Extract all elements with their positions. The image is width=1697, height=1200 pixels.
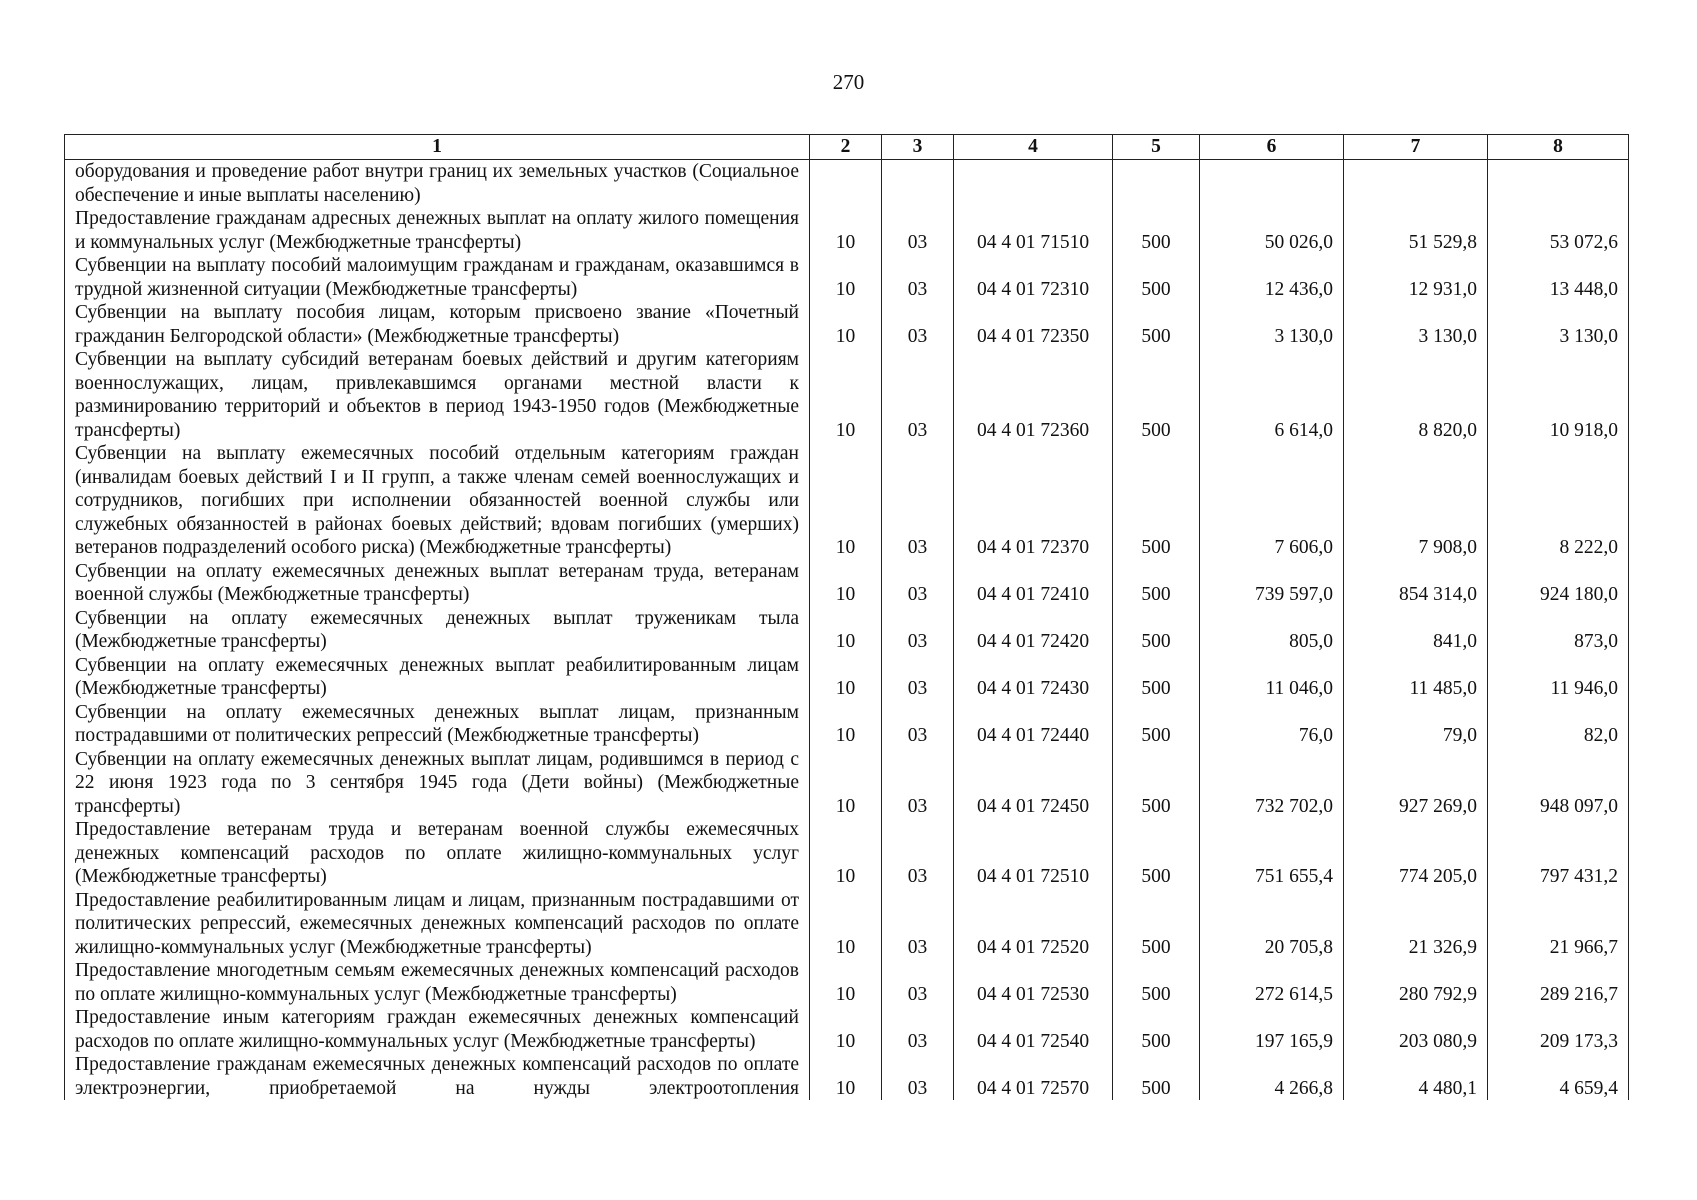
column-header: 5 (1113, 135, 1200, 160)
cell-target-code: 04 4 01 72370 (954, 442, 1113, 560)
table-row (65, 607, 1629, 654)
cell-amount-2: 280 792,9 (1344, 959, 1488, 1006)
cell-target-code: 04 4 01 72360 (954, 348, 1113, 442)
row-description: Предоставление иным категориям граждан ежемесячных денежных компенсаций расходов по оплате жилищно-коммунальных услуг (Межбюджетные трансферты) (65, 1006, 810, 1053)
budget-table (64, 134, 1629, 1100)
cell-expense-type: 500 (1113, 959, 1200, 1006)
cell-subsection: 03 (882, 560, 954, 607)
cell-section: 10 (810, 207, 882, 254)
row-description: Субвенции на оплату ежемесячных денежных выплат реабилитированным лицам (Межбюджетные трансферты) (65, 654, 810, 701)
cell-expense-type: 500 (1113, 818, 1200, 889)
cell-subsection: 03 (882, 818, 954, 889)
cell-amount-1: 732 702,0 (1200, 748, 1344, 819)
cell-subsection: 03 (882, 748, 954, 819)
column-header: 3 (882, 135, 954, 160)
cell-subsection: 03 (882, 348, 954, 442)
cell-amount-1 (1200, 160, 1344, 208)
cell-subsection: 03 (882, 701, 954, 748)
cell-amount-1: 76,0 (1200, 701, 1344, 748)
table-row (65, 442, 1629, 560)
row-description: Предоставление многодетным семьям ежемесячных денежных компенсаций расходов по оплате жилищно-коммунальных услуг (Межбюджетные трансферты) (65, 959, 810, 1006)
cell-amount-2: 51 529,8 (1344, 207, 1488, 254)
column-header: 6 (1200, 135, 1344, 160)
cell-expense-type: 500 (1113, 654, 1200, 701)
cell-section: 10 (810, 818, 882, 889)
cell-subsection (882, 160, 954, 208)
cell-section: 10 (810, 748, 882, 819)
column-header: 7 (1344, 135, 1488, 160)
row-description: Субвенции на выплату ежемесячных пособий отдельным категориям граждан (инвалидам боевых действий I и II групп, а также членам семей военнослужащих и сотрудников, погибших при исполнении обязанностей военной службы или служебных обязанностей в районах боевых действий; вдовам погибших (умерших) ветеранов подразделений особого риска) (Межбюджетные трансферты) (65, 442, 810, 560)
cell-expense-type: 500 (1113, 748, 1200, 819)
cell-amount-3: 873,0 (1488, 607, 1629, 654)
cell-amount-1: 805,0 (1200, 607, 1344, 654)
column-header: 4 (954, 135, 1113, 160)
row-description: Предоставление гражданам ежемесячных денежных компенсаций расходов по оплате электроэнергии, приобретаемой на нужды электроотопления (65, 1053, 810, 1100)
row-description: Субвенции на оплату ежемесячных денежных выплат лицам, родившимся в период с 22 июня 1923 года по 3 сентября 1945 года (Дети войны) (Межбюджетные трансферты) (65, 748, 810, 819)
cell-amount-2: 203 080,9 (1344, 1006, 1488, 1053)
cell-expense-type: 500 (1113, 1006, 1200, 1053)
cell-amount-2 (1344, 160, 1488, 208)
cell-section: 10 (810, 654, 882, 701)
cell-expense-type: 500 (1113, 348, 1200, 442)
row-description: Предоставление реабилитированным лицам и лицам, признанным пострадавшими от политических репрессий, ежемесячных денежных компенсаций расходов по оплате жилищно-коммунальных услуг (Межбюджетные трансферты) (65, 889, 810, 960)
row-description: Субвенции на выплату пособия лицам, которым присвоено звание «Почетный гражданин Белгородской области» (Межбюджетные трансферты) (65, 301, 810, 348)
cell-amount-2: 79,0 (1344, 701, 1488, 748)
cell-section (810, 160, 882, 208)
cell-subsection: 03 (882, 254, 954, 301)
cell-amount-3: 11 946,0 (1488, 654, 1629, 701)
cell-amount-2: 3 130,0 (1344, 301, 1488, 348)
cell-expense-type: 500 (1113, 207, 1200, 254)
cell-target-code: 04 4 01 71510 (954, 207, 1113, 254)
cell-target-code: 04 4 01 72520 (954, 889, 1113, 960)
cell-target-code: 04 4 01 72530 (954, 959, 1113, 1006)
cell-section: 10 (810, 348, 882, 442)
cell-amount-3: 209 173,3 (1488, 1006, 1629, 1053)
cell-amount-1: 272 614,5 (1200, 959, 1344, 1006)
cell-amount-1: 3 130,0 (1200, 301, 1344, 348)
cell-amount-1: 50 026,0 (1200, 207, 1344, 254)
cell-target-code: 04 4 01 72510 (954, 818, 1113, 889)
cell-subsection: 03 (882, 442, 954, 560)
cell-subsection: 03 (882, 1053, 954, 1100)
cell-target-code: 04 4 01 72430 (954, 654, 1113, 701)
cell-amount-3: 797 431,2 (1488, 818, 1629, 889)
cell-section: 10 (810, 959, 882, 1006)
cell-amount-1: 197 165,9 (1200, 1006, 1344, 1053)
cell-amount-2: 11 485,0 (1344, 654, 1488, 701)
table-row (65, 959, 1629, 1006)
cell-amount-2: 4 480,1 (1344, 1053, 1488, 1100)
cell-amount-2: 774 205,0 (1344, 818, 1488, 889)
column-header: 1 (65, 135, 810, 160)
cell-expense-type (1113, 160, 1200, 208)
table-row (65, 160, 1629, 208)
cell-amount-2: 841,0 (1344, 607, 1488, 654)
cell-amount-1: 11 046,0 (1200, 654, 1344, 701)
cell-amount-1: 7 606,0 (1200, 442, 1344, 560)
cell-target-code: 04 4 01 72450 (954, 748, 1113, 819)
cell-section: 10 (810, 1053, 882, 1100)
cell-section: 10 (810, 701, 882, 748)
cell-target-code (954, 160, 1113, 208)
cell-expense-type: 500 (1113, 560, 1200, 607)
cell-expense-type: 500 (1113, 607, 1200, 654)
cell-target-code: 04 4 01 72350 (954, 301, 1113, 348)
cell-amount-3 (1488, 160, 1629, 208)
cell-expense-type: 500 (1113, 254, 1200, 301)
row-description: Субвенции на оплату ежемесячных денежных выплат труженикам тыла (Межбюджетные трансферты) (65, 607, 810, 654)
table-row (65, 701, 1629, 748)
cell-subsection: 03 (882, 301, 954, 348)
table-row (65, 301, 1629, 348)
table-row (65, 654, 1629, 701)
cell-amount-2: 21 326,9 (1344, 889, 1488, 960)
cell-section: 10 (810, 560, 882, 607)
table-row (65, 348, 1629, 442)
cell-amount-2: 7 908,0 (1344, 442, 1488, 560)
cell-amount-1: 739 597,0 (1200, 560, 1344, 607)
table-row (65, 1006, 1629, 1053)
cell-target-code: 04 4 01 72420 (954, 607, 1113, 654)
cell-expense-type: 500 (1113, 1053, 1200, 1100)
cell-subsection: 03 (882, 654, 954, 701)
cell-amount-3: 289 216,7 (1488, 959, 1629, 1006)
cell-amount-2: 927 269,0 (1344, 748, 1488, 819)
cell-expense-type: 500 (1113, 301, 1200, 348)
table-row (65, 207, 1629, 254)
cell-amount-1: 20 705,8 (1200, 889, 1344, 960)
cell-target-code: 04 4 01 72570 (954, 1053, 1113, 1100)
cell-target-code: 04 4 01 72540 (954, 1006, 1113, 1053)
row-description: Предоставление ветеранам труда и ветеранам военной службы ежемесячных денежных компенсаций расходов по оплате жилищно-коммунальных услуг (Межбюджетные трансферты) (65, 818, 810, 889)
cell-amount-2: 854 314,0 (1344, 560, 1488, 607)
row-description: Субвенции на оплату ежемесячных денежных выплат лицам, признанным пострадавшими от политических репрессий (Межбюджетные трансферты) (65, 701, 810, 748)
cell-amount-3: 10 918,0 (1488, 348, 1629, 442)
cell-section: 10 (810, 889, 882, 960)
column-header: 8 (1488, 135, 1629, 160)
table-row (65, 748, 1629, 819)
cell-amount-1: 751 655,4 (1200, 818, 1344, 889)
table-row (65, 818, 1629, 889)
cell-section: 10 (810, 607, 882, 654)
cell-section: 10 (810, 301, 882, 348)
cell-amount-3: 3 130,0 (1488, 301, 1629, 348)
table-row (65, 560, 1629, 607)
cell-amount-2: 12 931,0 (1344, 254, 1488, 301)
cell-subsection: 03 (882, 207, 954, 254)
row-description: Субвенции на выплату пособий малоимущим гражданам и гражданам, оказавшимся в трудной жизненной ситуации (Межбюджетные трансферты) (65, 254, 810, 301)
cell-section: 10 (810, 254, 882, 301)
row-description: Предоставление гражданам адресных денежных выплат на оплату жилого помещения и коммунальных услуг (Межбюджетные трансферты) (65, 207, 810, 254)
cell-expense-type: 500 (1113, 889, 1200, 960)
cell-expense-type: 500 (1113, 442, 1200, 560)
cell-amount-2: 8 820,0 (1344, 348, 1488, 442)
table-row (65, 254, 1629, 301)
row-description: Субвенции на оплату ежемесячных денежных выплат ветеранам труда, ветеранам военной службы (Межбюджетные трансферты) (65, 560, 810, 607)
cell-amount-3: 8 222,0 (1488, 442, 1629, 560)
cell-subsection: 03 (882, 1006, 954, 1053)
table-row (65, 1053, 1629, 1100)
cell-subsection: 03 (882, 889, 954, 960)
cell-amount-3: 21 966,7 (1488, 889, 1629, 960)
cell-amount-3: 4 659,4 (1488, 1053, 1629, 1100)
cell-target-code: 04 4 01 72440 (954, 701, 1113, 748)
cell-expense-type: 500 (1113, 701, 1200, 748)
cell-subsection: 03 (882, 607, 954, 654)
table-row (65, 889, 1629, 960)
cell-amount-1: 6 614,0 (1200, 348, 1344, 442)
row-description: Субвенции на выплату субсидий ветеранам боевых действий и другим категориям военнослужащих, лицам, привлекавшимся органами местной власти к разминированию территорий и объектов в период 1943-1950 годов (Межбюджетные трансферты) (65, 348, 810, 442)
cell-subsection: 03 (882, 959, 954, 1006)
row-description: оборудования и проведение работ внутри границ их земельных участков (Социальное обеспечение и иные выплаты населению) (65, 160, 810, 208)
cell-amount-3: 948 097,0 (1488, 748, 1629, 819)
cell-target-code: 04 4 01 72310 (954, 254, 1113, 301)
cell-amount-3: 53 072,6 (1488, 207, 1629, 254)
cell-amount-3: 82,0 (1488, 701, 1629, 748)
cell-section: 10 (810, 442, 882, 560)
column-header: 2 (810, 135, 882, 160)
cell-amount-1: 12 436,0 (1200, 254, 1344, 301)
cell-target-code: 04 4 01 72410 (954, 560, 1113, 607)
page-number: 270 (832, 70, 865, 94)
cell-amount-3: 13 448,0 (1488, 254, 1629, 301)
cell-section: 10 (810, 1006, 882, 1053)
header-row (65, 135, 1629, 160)
cell-amount-1: 4 266,8 (1200, 1053, 1344, 1100)
cell-amount-3: 924 180,0 (1488, 560, 1629, 607)
